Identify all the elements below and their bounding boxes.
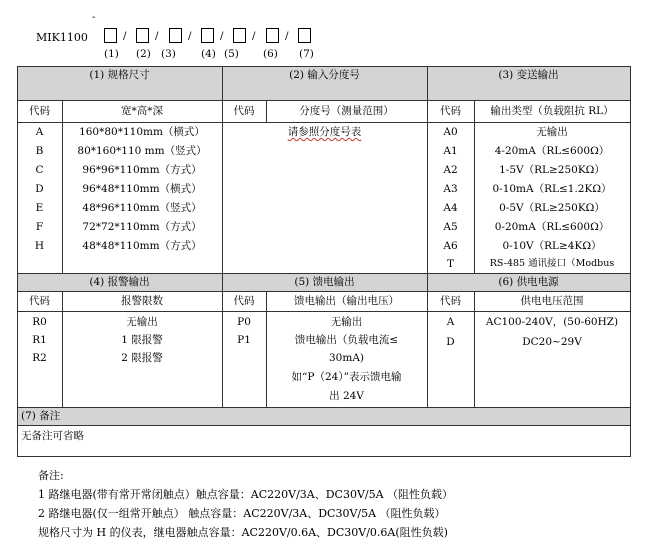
sec3-code: A6 xyxy=(443,240,458,252)
sec3-title: (3) 变送输出 xyxy=(498,69,559,81)
code-box-1[interactable] xyxy=(104,28,117,43)
sec5-title: (5) 馈电输出 xyxy=(294,276,355,288)
sec1-title: (1) 规格尺寸 xyxy=(89,69,150,81)
sec1-code: C xyxy=(35,164,44,176)
sec4-code: R0 xyxy=(32,316,47,328)
sec4-col-val: 报警限数 xyxy=(121,295,163,307)
sec5-cont: 出 24V xyxy=(329,390,364,402)
notes-line: 2 路继电器(仅一组常开触点） 触点容量：AC220V/3A、DC30V/5A （阻性负载） xyxy=(38,507,446,520)
sec1-code: B xyxy=(35,145,44,157)
code-num-1: (1) xyxy=(104,48,119,60)
sec3-val: 1-5V（RL≥250KΩ） xyxy=(499,164,605,176)
sec6-val: DC20~29V xyxy=(522,336,582,348)
sec6-val: AC100-240V，(50-60HZ) xyxy=(485,316,619,328)
slash: / xyxy=(155,30,159,42)
code-box-4[interactable] xyxy=(201,28,214,43)
sec2-col-val: 分度号（测量范围） xyxy=(299,105,394,117)
sec3-val: 0-20mA（RL≤600Ω） xyxy=(494,221,610,233)
sec6-code: A xyxy=(446,316,455,328)
sec4-val: 1 限报警 xyxy=(121,334,163,346)
sec4-val: 2 限报警 xyxy=(121,352,163,364)
sec6-title: (6) 供电电源 xyxy=(498,276,559,288)
code-num-3: (3) xyxy=(161,48,176,60)
sec3-val: 0-5V（RL≥250KΩ） xyxy=(499,202,605,214)
sec4-col-code: 代码 xyxy=(29,295,50,307)
slash: / xyxy=(123,30,127,42)
sec5-col-code: 代码 xyxy=(233,295,255,307)
code-num-4: (4) xyxy=(201,48,216,60)
sec3-val: 4-20mA（RL≤600Ω） xyxy=(494,145,610,157)
model-prefix: MIK1100 xyxy=(36,31,88,44)
sec3-code: A4 xyxy=(443,202,458,214)
sec1-code: D xyxy=(35,183,44,195)
sec4-title: (4) 报警输出 xyxy=(89,276,150,288)
code-num-6: (6) xyxy=(263,48,278,60)
sec1-val: 160*80*110mm（横式） xyxy=(79,126,205,138)
sec4-val: 无输出 xyxy=(126,316,158,328)
sec4-code: R2 xyxy=(32,352,47,364)
sec3-val: 0-10mA（RL≤1.2KΩ） xyxy=(492,183,612,195)
sec7-title: (7) 备注 xyxy=(21,410,61,422)
sec7-text: 无备注可省略 xyxy=(21,430,84,442)
code-box-7[interactable] xyxy=(298,28,311,43)
code-num-5: (5) xyxy=(224,48,239,60)
code-box-5[interactable] xyxy=(233,28,246,43)
slash: / xyxy=(252,30,256,42)
sec4-code: R1 xyxy=(32,334,47,346)
sec5-col-val: 馈电输出（输出电压） xyxy=(294,295,399,307)
sec3-val: RS-485 通讯接口（Modbus xyxy=(489,258,615,269)
sec1-code: A xyxy=(35,126,44,138)
sec3-code: A2 xyxy=(443,164,458,176)
sec3-val: 0-10V（RL≥4KΩ） xyxy=(502,240,602,252)
sec5-code: P0 xyxy=(237,316,251,328)
sec1-code: E xyxy=(35,202,44,214)
slash: / xyxy=(220,30,224,42)
sec5-code: P1 xyxy=(237,334,251,346)
notes-line: 1 路继电器(带有常开常闭触点）触点容量：AC220V/3A、DC30V/5A （阻性负载） xyxy=(38,488,454,501)
code-num-2: (2) xyxy=(136,48,151,60)
slash: / xyxy=(285,30,289,42)
sec2-col-code: 代码 xyxy=(233,105,255,117)
sec5-cont: 如“P（24）”表示馈电输 xyxy=(291,371,402,383)
code-box-6[interactable] xyxy=(266,28,279,43)
sec5-val: 无输出 xyxy=(330,316,363,328)
sec6-col-val: 供电电压范围 xyxy=(520,295,584,307)
code-box-2[interactable] xyxy=(136,28,149,43)
code-box-3[interactable] xyxy=(169,28,182,43)
sec1-code: H xyxy=(34,240,45,252)
sec1-val: 72*72*110mm（方式） xyxy=(82,221,202,233)
header-bg-bottom xyxy=(17,407,630,425)
sec6-col-code: 代码 xyxy=(440,295,461,307)
sec2-title: (2) 输入分度号 xyxy=(289,69,360,81)
sec5-cont: 30mA) xyxy=(329,352,364,364)
sec3-code: A5 xyxy=(443,221,458,233)
sec1-col-code: 代码 xyxy=(29,105,50,117)
sec3-col-val: 输出类型（负载阻抗 RL） xyxy=(490,105,614,117)
notes-heading: 备注: xyxy=(38,469,64,482)
sec1-col-val: 宽*高*深 xyxy=(121,105,163,117)
sec1-val: 48*48*110mm（方式） xyxy=(82,240,202,252)
code-num-7: (7) xyxy=(299,48,314,60)
slash: / xyxy=(188,30,192,42)
sec5-val: 馈电输出（负载电流≤ xyxy=(294,334,399,346)
sec1-val: 96*96*110mm（方式） xyxy=(82,164,202,176)
sec3-val: 无输出 xyxy=(536,126,568,138)
sec3-code: T xyxy=(446,258,454,270)
sec3-code: A3 xyxy=(443,183,458,195)
sec1-code: F xyxy=(35,221,44,233)
model-tick: - xyxy=(92,12,96,23)
sec3-code: A0 xyxy=(443,126,458,138)
sec1-val: 80*160*110 mm（竖式） xyxy=(77,145,207,157)
sec1-val: 96*48*110mm（横式） xyxy=(82,183,202,195)
sec6-code: D xyxy=(446,336,455,348)
sec2-note: 请参照分度号表 xyxy=(287,126,362,138)
notes-line: 规格尺寸为 H 的仪表，继电器触点容量：AC220V/0.6A、DC30V/0.6A(阻性负载) xyxy=(38,526,448,539)
sec3-code: A1 xyxy=(443,145,458,157)
sec1-val: 48*96*110mm（竖式） xyxy=(82,202,202,214)
sec3-col-code: 代码 xyxy=(440,105,461,117)
